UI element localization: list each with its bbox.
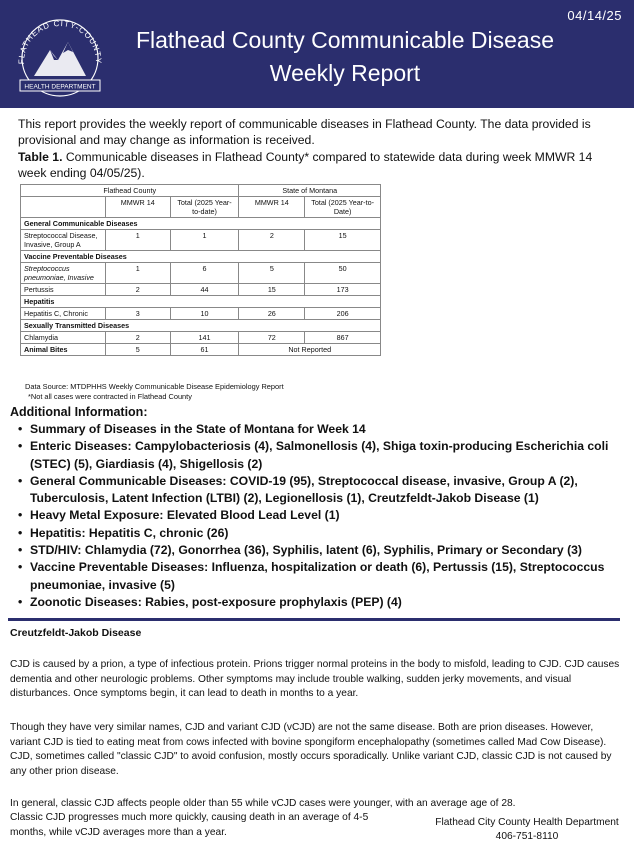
footer-org: Flathead City County Health Department <box>435 817 619 828</box>
disease-name: Streptococcus pneumoniae, Invasive <box>21 263 106 284</box>
state-total-value: 867 <box>305 332 381 344</box>
table-row <box>21 284 381 296</box>
disease-table <box>20 184 381 356</box>
health-department-logo <box>10 10 110 100</box>
table-row <box>21 332 381 344</box>
group-header-flathead: Flathead County <box>21 185 239 197</box>
list-item: • Heavy Metal Exposure: Elevated Blood Lead Level (1) <box>18 507 618 524</box>
footer-contact <box>420 816 634 842</box>
table-caption-text: Communicable diseases in Flathead County* compared to statewide data during week MMWR 14 week ending 04/05/25). <box>18 150 593 180</box>
table-column-header-row <box>21 197 381 218</box>
table-row-animal-bites <box>21 344 381 356</box>
state-total-value: 206 <box>305 308 381 320</box>
county-total-value: 6 <box>170 263 239 284</box>
section-std: Sexually Transmitted Diseases <box>21 320 381 332</box>
column-header-state-total: Total (2025 Year-to-Date) <box>305 197 381 218</box>
column-header-county-total: Total (2025 Year-to-date) <box>170 197 239 218</box>
table-section-row <box>21 251 381 263</box>
section-general: General Communicable Diseases <box>21 218 381 230</box>
state-week-value: 15 <box>239 284 305 296</box>
county-week-value: 2 <box>105 332 170 344</box>
list-item: • Hepatitis: Hepatitis C, chronic (26) <box>18 525 618 542</box>
section-hepatitis: Hepatitis <box>21 296 381 308</box>
table-row <box>21 308 381 320</box>
county-total-value: 44 <box>170 284 239 296</box>
list-item: • STD/HIV: Chlamydia (72), Gonorrhea (36), Syphilis, latent (6), Syphilis, Primary or Secondary (3) <box>18 542 618 559</box>
county-week-value: 1 <box>105 263 170 284</box>
table-group-header-row <box>21 185 381 197</box>
cjd-paragraph: CJD is caused by a prion, a type of infectious protein. Prions trigger normal proteins in the body to misfold, leading to CJD. CJD causes dementia and other neurologic problems. Other symptoms may include trouble walking, sudden jerky movements, and visual disturbances. Once symptoms begin, it can lead to death in months to a year. <box>10 659 620 699</box>
additional-info-heading: Additional Information: <box>10 405 148 419</box>
animal-bites-label: Animal Bites <box>21 344 106 356</box>
county-week-value: 3 <box>105 308 170 320</box>
report-title-line1: Flathead County Communicable Disease <box>135 27 555 53</box>
disease-name: Pertussis <box>21 284 106 296</box>
table-row <box>21 263 381 284</box>
county-total-value: 10 <box>170 308 239 320</box>
county-week-value: 1 <box>105 230 170 251</box>
state-week-value: 5 <box>239 263 305 284</box>
footer-phone: 406-751-8110 <box>495 831 559 842</box>
table-section-row <box>21 320 381 332</box>
report-title-line2: Weekly Report <box>269 60 421 86</box>
disease-name: Streptococcal Disease, Invasive, Group A <box>21 230 106 251</box>
table-caption-label: Table 1. <box>18 150 63 164</box>
table-row <box>21 230 381 251</box>
list-item: • Vaccine Preventable Diseases: Influenza, hospitalization or death (6), Pertussis (15), Streptococcus pneumoniae, invasive (5) <box>18 559 618 594</box>
report-title <box>110 24 580 90</box>
county-total-value: 141 <box>170 332 239 344</box>
table-caption <box>18 149 618 181</box>
state-total-value: 15 <box>305 230 381 251</box>
list-item: • Zoonotic Diseases: Rabies, post-exposure prophylaxis (PEP) (4) <box>18 594 618 611</box>
table-section-row <box>21 218 381 230</box>
county-total-value: 61 <box>170 344 239 356</box>
report-date: 04/14/25 <box>567 8 622 23</box>
cjd-paragraph: In general, classic CJD affects people older than 55 while vCJD cases were younger, with an average age of 28. <box>10 798 516 809</box>
report-header <box>0 0 634 108</box>
state-not-reported: Not Reported <box>239 344 381 356</box>
state-total-value: 173 <box>305 284 381 296</box>
column-header-blank <box>21 197 106 218</box>
state-total-value: 50 <box>305 263 381 284</box>
county-week-value: 2 <box>105 284 170 296</box>
data-source-note <box>25 382 284 402</box>
additional-info-list <box>18 421 618 611</box>
state-week-value: 26 <box>239 308 305 320</box>
list-item: • Enteric Diseases: Campylobacteriosis (4), Salmonellosis (4), Shiga toxin-producing Escherichia coli (STEC) (5), Giardiasis (4), Shigellosis (2) <box>18 438 618 473</box>
column-header-state-week: MMWR 14 <box>239 197 305 218</box>
disease-name: Hepatitis C, Chronic <box>21 308 106 320</box>
county-week-value: 5 <box>105 344 170 356</box>
cjd-section-title: Creutzfeldt-Jakob Disease <box>10 627 142 639</box>
group-header-montana: State of Montana <box>239 185 381 197</box>
table-section-row <box>21 296 381 308</box>
cjd-paragraph: Though they have very similar names, CJD and variant CJD (vCJD) are not the same disease. Both are prion diseases. However, variant CJD is tied to eating meat from cows infected with bovine spongiform encephalopathy (sometimes called Mad Cow Disease). CJD, sometimes called "classic CJD" to avoid confusion, mostly occurs sporadically. Unlike variant CJD, classic CJD is not caused by any other prion disease. <box>10 722 612 777</box>
list-item: • General Communicable Diseases: COVID-19 (95), Streptococcal disease, invasive, Group A (2), Tuberculosis, Latent Infection (LTBI) (2), Legionellosis (1), Creutzfeldt-Jakob Disease (1) <box>18 473 618 508</box>
data-source-line: Data Source: MTDPHHS Weekly Communicable Disease Epidemiology Report <box>25 382 284 391</box>
state-week-value: 72 <box>239 332 305 344</box>
logo-banner-text: HEALTH DEPARTMENT <box>24 83 96 91</box>
column-header-county-week: MMWR 14 <box>105 197 170 218</box>
state-week-value: 2 <box>239 230 305 251</box>
disease-name: Chlamydia <box>21 332 106 344</box>
contracted-footnote: *Not all cases were contracted in Flathead County <box>28 392 192 401</box>
list-item: • Summary of Diseases in the State of Montana for Week 14 <box>18 421 618 438</box>
intro-paragraph: This report provides the weekly report of communicable diseases in Flathead County. The data provided is provisional and may change as information is received. <box>18 117 591 147</box>
cjd-paragraph: Classic CJD progresses much more quickly, causing death in an average of 4-5 months, while vCJD averages more than a year. <box>10 812 369 838</box>
county-total-value: 1 <box>170 230 239 251</box>
logo-arc-text: FLATHEAD CITY-COUNTY <box>16 18 104 65</box>
section-vaccine: Vaccine Preventable Diseases <box>21 251 381 263</box>
mountain-logo-icon <box>34 42 86 76</box>
section-divider <box>8 618 620 621</box>
